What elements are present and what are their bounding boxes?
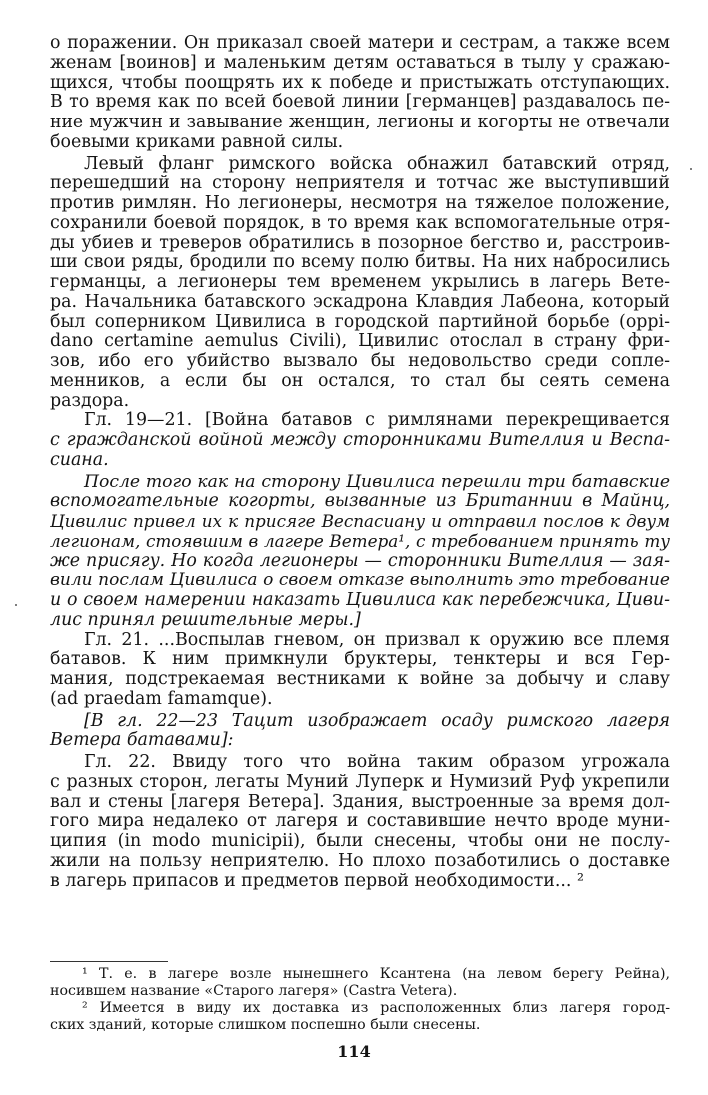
text-line: в лагерь припасов и предметов первой необходимости... ² xyxy=(50,870,584,891)
footnote-divider xyxy=(50,961,168,962)
text-line: (ad praedam famamque). xyxy=(50,688,273,709)
text-line: ды убиев и треверов обратились в позорное бегство и, расстроив- xyxy=(50,232,670,253)
page-number: 114 xyxy=(337,1042,371,1061)
text-line: Гл. 19—21. [Война батавов с римлянами перекрещивается xyxy=(84,410,670,431)
text-line: гого мира недалеко от лагеря и составившие нечто вроде муни- xyxy=(50,811,670,832)
text-line: ние мужчин и завывание женщин, легионы и когорты не отвечали xyxy=(50,112,670,132)
paragraph xyxy=(50,155,670,412)
text-line: сиана. xyxy=(50,449,109,470)
text-line: [В гл. 22—23 Тацит изображает осаду римского лагеря xyxy=(84,710,670,731)
text-line: dano certamine aemulus Civili), Цивилис отослал в страну фри- xyxy=(50,331,670,352)
text-line: вспомогательные когорты, вызванные из Британнии в Майнц, xyxy=(50,491,670,512)
text-line: о поражении. Он приказал своей матери и сестрам, а также всем xyxy=(50,33,670,53)
text-line: После того как на сторону Цивилиса перешли три батавские xyxy=(84,471,670,492)
footnote xyxy=(50,966,670,1000)
text-line: боевыми криками равной силы. xyxy=(50,131,344,152)
text-line: Цивилис привел их к присяге Веспасиану и отправил послов к двум xyxy=(50,511,670,531)
footnote-line: ² Имеется в виду их доставка из расположенных близ лагеря город- xyxy=(82,1000,670,1016)
text-line: с гражданской войной между сторонниками Вителлия и Веспа- xyxy=(50,430,670,450)
text-line: и о своем намерении наказать Цивилиса как перебежчика, Циви- xyxy=(50,590,670,610)
text-line: лис принял решительные меры.] xyxy=(50,609,361,630)
text-line: ши свои ряды, бродили по всему полю битвы. На них набросились xyxy=(50,252,670,273)
footnote-line: ских зданий, которые слишком поспешно были снесены. xyxy=(50,1017,481,1033)
text-line: батавов. К ним примкнули бруктеры, тенктеры и вся Гер- xyxy=(50,649,670,670)
footnote-line: носившем название «Старого лагеря» (Castra Vetera). xyxy=(50,983,458,999)
text-line: мания, подстрекаемая вестниками к войне за добычу и славу xyxy=(50,669,670,689)
text-line: щихся, чтобы поощрять их к победе и пристыжать отступающих. xyxy=(50,72,670,93)
text-line: сохранили боевой порядок, в то время как вспомогательные отря- xyxy=(50,212,670,233)
footnote xyxy=(50,1000,670,1034)
paragraph xyxy=(50,34,670,153)
page-body xyxy=(50,34,670,891)
paragraph xyxy=(50,631,670,710)
text-line: с разных сторон, легаты Муний Луперк и Нумизий Руф укрепили xyxy=(50,771,670,792)
paragraph-summary xyxy=(50,473,670,631)
text-line: Гл. 21. ...Воспылав гневом, он призвал к оружию все племя xyxy=(84,629,670,650)
text-line: же присягу. Но когда легионеры — сторонники Вителлия — зая- xyxy=(50,550,670,571)
text-line: Ветера батавами]: xyxy=(50,730,234,751)
text-line: против римлян. Но легионеры, несмотря на тяжелое положение, xyxy=(50,193,670,213)
text-line: легионам, стоявшим в лагере Ветера¹, с требованием принять ту xyxy=(50,530,670,551)
footnotes xyxy=(50,966,670,1034)
footnote-line: ¹ Т. е. в лагере возле нынешнего Ксантена (на левом берегу Рейна), xyxy=(82,966,670,982)
text-line: В то время как по всей боевой линии [германцев] раздавалось пе- xyxy=(50,92,670,113)
text-line: германцы, а легионеры тем временем укрылись в лагерь Ветe- xyxy=(50,272,670,292)
text-line: женам [воинов] и маленьким детям оставаться в тылу у сражаю- xyxy=(50,52,670,73)
text-line: Гл. 22. Ввиду того что война таким образом угрожала xyxy=(84,752,670,772)
scan-speck xyxy=(690,168,692,170)
chapter-heading xyxy=(50,411,670,470)
text-line: жили на пользу неприятелю. Но плохо позаботились о доставке xyxy=(50,850,670,871)
paragraph xyxy=(50,753,670,891)
text-line: перешедший на сторону неприятеля и тотчас же выступивший xyxy=(50,173,670,194)
text-line: Левый фланг римского войска обнажил батавский отряд, xyxy=(84,153,670,174)
text-line: был соперником Цивилиса в городской партийной борьбе (oppi- xyxy=(50,311,670,332)
scan-speck xyxy=(15,604,17,606)
text-line: ра. Начальника батавского эскадрона Клавдия Лабеона, который xyxy=(50,291,670,312)
paragraph-summary xyxy=(50,712,670,752)
text-line: раздора. xyxy=(50,390,130,411)
text-line: зов, ибо его убийство вызвало бы недовольство среди сопле- xyxy=(50,351,670,371)
text-line: ципия (in modo municipii), были снесены, чтобы они не послу- xyxy=(50,831,670,851)
text-line: вал и стены [лагеря Ветера]. Здания, выстроенные за время дол- xyxy=(50,791,670,812)
text-line: вили послам Цивилиса о своем отказе выполнить это требование xyxy=(50,570,670,591)
text-line: менников, а если бы он остался, то стал бы сеять семена xyxy=(50,370,670,391)
